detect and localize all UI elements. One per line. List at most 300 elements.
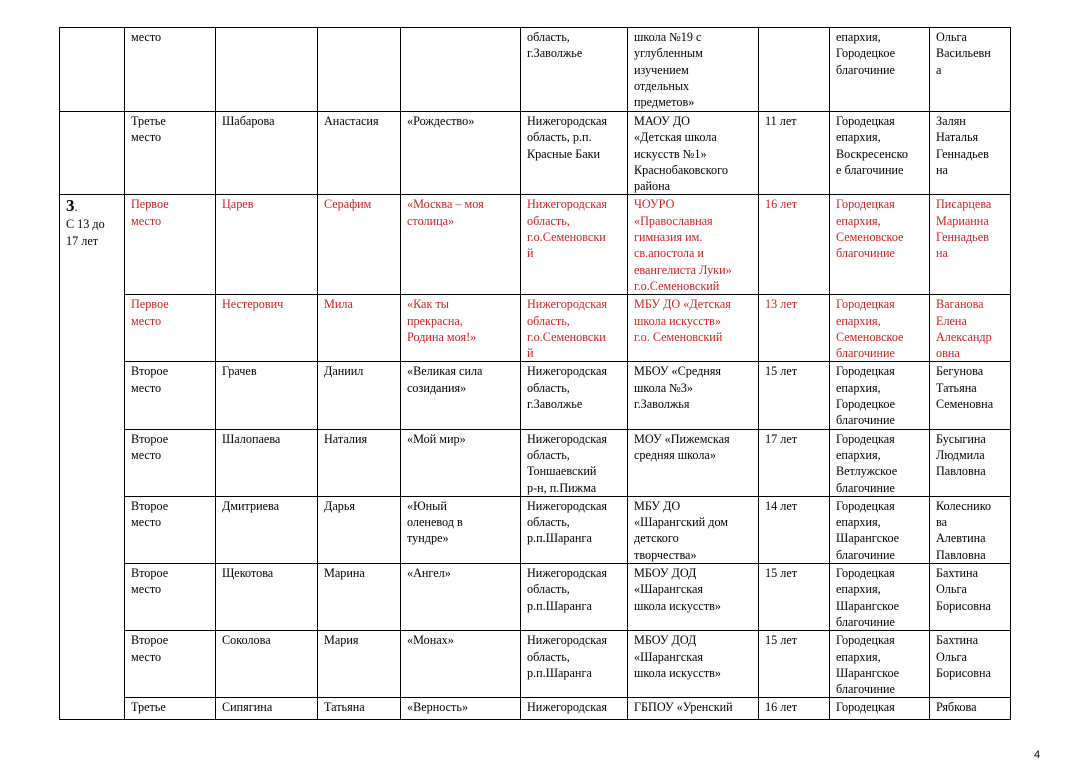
cell-name bbox=[318, 195, 401, 295]
cell-teacher bbox=[930, 429, 1011, 496]
cell-text-line: Ольга bbox=[936, 30, 967, 44]
cell-name bbox=[318, 295, 401, 362]
cell-text-line: на bbox=[936, 246, 948, 261]
cell-work-title bbox=[401, 28, 521, 112]
cell-region bbox=[521, 496, 628, 563]
cell-text-line: Мила bbox=[324, 297, 353, 312]
cell-text-line: Татьяна bbox=[936, 380, 977, 395]
cell-text-line: углубленным bbox=[634, 46, 703, 61]
cell-text-line: Ваганова bbox=[936, 297, 984, 312]
cell-diocese bbox=[830, 28, 930, 112]
cell-surname bbox=[216, 496, 318, 563]
cell-text-line: 15 лет bbox=[765, 633, 798, 648]
table-row bbox=[60, 295, 1011, 362]
cell-surname bbox=[216, 564, 318, 631]
cell-text-line: 15 лет bbox=[765, 364, 798, 379]
cell-text-line: столица» bbox=[407, 213, 455, 228]
cell-text-line: Шарангское bbox=[836, 598, 900, 613]
cell-text-line: Бахтина bbox=[936, 566, 978, 581]
cell-surname bbox=[216, 698, 318, 720]
cell-text-line: Марианна bbox=[936, 213, 989, 228]
cell-text-line: место bbox=[131, 213, 162, 228]
cell-age bbox=[759, 112, 830, 195]
cell-region bbox=[521, 564, 628, 631]
cell-diocese bbox=[830, 698, 930, 720]
cell-text-line: гимназия им. bbox=[634, 230, 703, 245]
cell-teacher bbox=[930, 28, 1011, 112]
cell-text-line: Бусыгина bbox=[936, 431, 986, 446]
cell-text-line: искусств №1» bbox=[634, 146, 707, 161]
cell-region bbox=[521, 295, 628, 362]
cell-text-line: епархия, bbox=[836, 130, 881, 145]
cell-text-line: Геннадьев bbox=[936, 230, 989, 245]
cell-institution bbox=[628, 362, 759, 429]
cell-institution bbox=[628, 631, 759, 698]
cell-text-line: «Шарангский дом bbox=[634, 515, 729, 530]
cell-text-line: р.п.Шаранга bbox=[527, 531, 592, 546]
cell-institution bbox=[628, 112, 759, 195]
age-group-dot: . bbox=[74, 200, 78, 215]
cell-text-line: Людмила bbox=[936, 447, 985, 462]
cell-text-line: Васильевн bbox=[936, 46, 991, 61]
cell-age bbox=[759, 295, 830, 362]
cell-text-line: Нижегородская bbox=[527, 431, 607, 446]
cell-text-line: р-н, п.Пижма bbox=[527, 480, 597, 495]
cell-place bbox=[125, 112, 216, 195]
cell-text-line: МАОУ ДО bbox=[634, 114, 690, 128]
cell-text-line: предметов» bbox=[634, 95, 695, 110]
cell-text-line: «Мой мир» bbox=[407, 431, 466, 446]
cell-diocese bbox=[830, 496, 930, 563]
cell-text-line: благочиние bbox=[836, 246, 895, 261]
cell-region bbox=[521, 698, 628, 720]
cell-text-line: св.апостола и bbox=[634, 246, 704, 261]
cell-text-line: Сипягина bbox=[222, 700, 273, 715]
cell-text-line: ГБПОУ «Уренский bbox=[634, 700, 733, 715]
cell-text-line: Павловна bbox=[936, 464, 986, 479]
cell-text-line: область, р.п. bbox=[527, 130, 592, 145]
cell-text-line: благочиние bbox=[836, 413, 895, 428]
cell-text-line: Геннадьев bbox=[936, 146, 989, 161]
cell-text-line: детского bbox=[634, 531, 679, 546]
cell-text-line: МБУ ДО bbox=[634, 498, 681, 513]
cell-text-line: 16 лет bbox=[765, 197, 798, 212]
cell-text-line: ва bbox=[936, 515, 948, 530]
cell-text-line: Городецкая bbox=[836, 566, 895, 581]
cell-age bbox=[759, 195, 830, 295]
table-row bbox=[60, 362, 1011, 429]
cell-text-line: Дмитриева bbox=[222, 498, 280, 513]
cell-work-title bbox=[401, 195, 521, 295]
cell-place bbox=[125, 631, 216, 698]
cell-text-line: Воскресенско bbox=[836, 146, 908, 161]
cell-teacher bbox=[930, 295, 1011, 362]
cell-text-line: Нижегородская bbox=[527, 364, 607, 379]
cell-text-line: место bbox=[131, 380, 162, 395]
cell-text-line: епархия, bbox=[836, 213, 881, 228]
cell-place bbox=[125, 362, 216, 429]
cell-text-line: Городецкая bbox=[836, 114, 895, 128]
cell-text-line: изучением bbox=[634, 62, 689, 77]
cell-age-group bbox=[60, 112, 125, 195]
cell-age bbox=[759, 429, 830, 496]
cell-text-line: область, bbox=[527, 447, 570, 462]
cell-place bbox=[125, 698, 216, 720]
cell-text-line: место bbox=[131, 582, 162, 597]
cell-text-line: й bbox=[527, 346, 534, 361]
cell-text-line: Городецкая bbox=[836, 431, 895, 446]
cell-institution bbox=[628, 698, 759, 720]
cell-region bbox=[521, 195, 628, 295]
cell-text-line: Нижегородская bbox=[527, 700, 607, 715]
cell-diocese bbox=[830, 429, 930, 496]
table-row bbox=[60, 698, 1011, 720]
cell-text-line: 14 лет bbox=[765, 498, 798, 513]
cell-text-line: а bbox=[936, 62, 942, 77]
cell-text-line: Борисовна bbox=[936, 665, 991, 680]
cell-text-line: Городецкая bbox=[836, 364, 895, 379]
cell-text-line: МБОУ «Средняя bbox=[634, 364, 722, 379]
cell-text-line: Тоншаевский bbox=[527, 464, 597, 479]
cell-text-line: Анастасия bbox=[324, 114, 379, 128]
cell-text-line: евангелиста Луки» bbox=[634, 262, 732, 277]
cell-text-line: епархия, bbox=[836, 515, 881, 530]
age-group-range-line: С 13 до bbox=[66, 217, 105, 232]
cell-text-line: 13 лет bbox=[765, 297, 798, 312]
table-body bbox=[60, 28, 1011, 720]
cell-institution bbox=[628, 195, 759, 295]
cell-text-line: МБОУ ДОД bbox=[634, 633, 697, 648]
cell-text-line: Нестерович bbox=[222, 297, 284, 312]
cell-text-line: Красные Баки bbox=[527, 146, 601, 161]
cell-text-line: Залян bbox=[936, 114, 966, 128]
cell-age bbox=[759, 631, 830, 698]
cell-text-line: Александр bbox=[936, 329, 992, 344]
cell-text-line: Елена bbox=[936, 313, 967, 328]
cell-work-title bbox=[401, 698, 521, 720]
cell-text-line: «Москва – моя bbox=[407, 197, 484, 212]
cell-text-line: района bbox=[634, 179, 671, 194]
cell-text-line: благочиние bbox=[836, 346, 895, 361]
cell-text-line: область, bbox=[527, 30, 570, 44]
cell-diocese bbox=[830, 564, 930, 631]
cell-text-line: МОУ «Пижемская bbox=[634, 431, 730, 446]
cell-institution bbox=[628, 295, 759, 362]
cell-surname bbox=[216, 631, 318, 698]
cell-text-line: Грачев bbox=[222, 364, 257, 379]
cell-text-line: епархия, bbox=[836, 447, 881, 462]
cell-text-line: Нижегородская bbox=[527, 498, 607, 513]
cell-work-title bbox=[401, 496, 521, 563]
cell-text-line: Щекотова bbox=[222, 566, 274, 581]
cell-text-line: МБОУ ДОД bbox=[634, 566, 697, 581]
cell-name bbox=[318, 362, 401, 429]
cell-text-line: Первое bbox=[131, 297, 169, 312]
cell-region bbox=[521, 362, 628, 429]
cell-text-line: отдельных bbox=[634, 78, 690, 93]
cell-name bbox=[318, 28, 401, 112]
cell-diocese bbox=[830, 195, 930, 295]
cell-text-line: область, bbox=[527, 313, 570, 328]
cell-text-line: благочиние bbox=[836, 614, 895, 629]
cell-age bbox=[759, 496, 830, 563]
cell-text-line: г.Заволжье bbox=[527, 397, 583, 412]
cell-teacher bbox=[930, 698, 1011, 720]
cell-text-line: «Ангел» bbox=[407, 566, 451, 581]
cell-text-line: место bbox=[131, 649, 162, 664]
cell-text-line: «Православная bbox=[634, 213, 713, 228]
cell-text-line: г.Заволжье bbox=[527, 46, 583, 61]
cell-text-line: школа искусств» bbox=[634, 665, 721, 680]
cell-text-line: Ольга bbox=[936, 582, 967, 597]
cell-text-line: Второе bbox=[131, 566, 169, 581]
cell-text-line: епархия, bbox=[836, 313, 881, 328]
cell-text-line: 15 лет bbox=[765, 566, 798, 581]
cell-work-title bbox=[401, 295, 521, 362]
cell-text-line: Шабарова bbox=[222, 114, 275, 128]
cell-text-line: г.о.Семеновский bbox=[634, 278, 720, 293]
cell-text-line: Семеновское bbox=[836, 230, 904, 245]
table-row bbox=[60, 429, 1011, 496]
age-group-number bbox=[66, 196, 121, 216]
cell-text-line: Городецкая bbox=[836, 498, 895, 513]
cell-teacher bbox=[930, 564, 1011, 631]
cell-text-line: епархия, bbox=[836, 649, 881, 664]
age-group-range-line: 17 лет bbox=[66, 233, 99, 248]
cell-text-line: Дарья bbox=[324, 498, 355, 513]
cell-teacher bbox=[930, 496, 1011, 563]
cell-work-title bbox=[401, 564, 521, 631]
cell-text-line: на bbox=[936, 162, 948, 177]
cell-text-line: е благочиние bbox=[836, 162, 904, 177]
cell-text-line: Царев bbox=[222, 197, 254, 212]
cell-text-line: Алевтина bbox=[936, 531, 986, 546]
cell-text-line: средняя школа» bbox=[634, 447, 716, 462]
cell-text-line: школа №3» bbox=[634, 380, 693, 395]
cell-text-line: Бахтина bbox=[936, 633, 978, 648]
cell-text-line: Шарангское bbox=[836, 531, 900, 546]
cell-text-line: «Монах» bbox=[407, 633, 454, 648]
cell-text-line: школа искусств» bbox=[634, 313, 721, 328]
cell-text-line: «Как ты bbox=[407, 297, 449, 312]
cell-surname bbox=[216, 195, 318, 295]
cell-text-line: 16 лет bbox=[765, 700, 798, 715]
cell-region bbox=[521, 429, 628, 496]
cell-teacher bbox=[930, 631, 1011, 698]
cell-age bbox=[759, 362, 830, 429]
table-row bbox=[60, 195, 1011, 295]
cell-text-line: Нижегородская bbox=[527, 297, 607, 312]
cell-text-line: творчества» bbox=[634, 547, 697, 562]
cell-text-line: Бегунова bbox=[936, 364, 984, 379]
cell-name bbox=[318, 698, 401, 720]
cell-text-line: р.п.Шаранга bbox=[527, 598, 592, 613]
cell-text-line: Краснобаковского bbox=[634, 162, 728, 177]
cell-text-line: Родина моя!» bbox=[407, 329, 477, 344]
cell-text-line: Шарангское bbox=[836, 665, 900, 680]
cell-age bbox=[759, 28, 830, 112]
table-row bbox=[60, 496, 1011, 563]
cell-text-line: Второе bbox=[131, 498, 169, 513]
cell-text-line: благочиние bbox=[836, 682, 895, 697]
cell-text-line: Городецкая bbox=[836, 700, 895, 715]
cell-text-line: область, bbox=[527, 515, 570, 530]
cell-place bbox=[125, 295, 216, 362]
cell-text-line: Нижегородская bbox=[527, 197, 607, 212]
cell-text-line: школа искусств» bbox=[634, 598, 721, 613]
cell-age-group bbox=[60, 195, 125, 720]
cell-text-line: р.п.Шаранга bbox=[527, 665, 592, 680]
cell-work-title bbox=[401, 112, 521, 195]
cell-name bbox=[318, 631, 401, 698]
cell-text-line: Нижегородская bbox=[527, 566, 607, 581]
cell-text-line: «Шарангская bbox=[634, 582, 703, 597]
cell-diocese bbox=[830, 295, 930, 362]
cell-text-line: епархия, bbox=[836, 582, 881, 597]
cell-text-line: «Юный bbox=[407, 498, 447, 513]
cell-text-line: Городецкая bbox=[836, 633, 895, 648]
cell-age bbox=[759, 698, 830, 720]
cell-region bbox=[521, 28, 628, 112]
age-group-digit: 3 bbox=[66, 196, 75, 216]
cell-place bbox=[125, 28, 216, 112]
cell-text-line: 11 лет bbox=[765, 114, 797, 128]
cell-name bbox=[318, 112, 401, 195]
cell-diocese bbox=[830, 631, 930, 698]
cell-surname bbox=[216, 362, 318, 429]
cell-surname bbox=[216, 112, 318, 195]
cell-text-line: благочиние bbox=[836, 62, 895, 77]
cell-surname bbox=[216, 295, 318, 362]
cell-text-line: Второе bbox=[131, 431, 169, 446]
cell-text-line: Семеновское bbox=[836, 329, 904, 344]
cell-institution bbox=[628, 496, 759, 563]
cell-work-title bbox=[401, 362, 521, 429]
cell-text-line: Борисовна bbox=[936, 598, 991, 613]
cell-name bbox=[318, 429, 401, 496]
cell-text-line: Нижегородская bbox=[527, 633, 607, 648]
cell-text-line: Третье bbox=[131, 700, 166, 715]
cell-place bbox=[125, 496, 216, 563]
cell-text-line: овна bbox=[936, 346, 960, 361]
cell-text-line: Ветлужское bbox=[836, 464, 898, 479]
cell-text-line: Шалопаева bbox=[222, 431, 281, 446]
cell-text-line: Колеснико bbox=[936, 498, 992, 513]
cell-text-line: г.о. Семеновский bbox=[634, 329, 723, 344]
cell-text-line: Второе bbox=[131, 364, 169, 379]
cell-text-line: ЧОУРО bbox=[634, 197, 675, 212]
cell-text-line: Третье bbox=[131, 114, 166, 128]
cell-text-line: Даниил bbox=[324, 364, 364, 379]
cell-text-line: Рябкова bbox=[936, 700, 977, 715]
cell-text-line: благочиние bbox=[836, 547, 895, 562]
cell-institution bbox=[628, 429, 759, 496]
table-row bbox=[60, 28, 1011, 112]
cell-text-line: место bbox=[131, 447, 162, 462]
cell-text-line: место bbox=[131, 30, 162, 44]
cell-text-line: Наталия bbox=[324, 431, 368, 446]
cell-text-line: Второе bbox=[131, 633, 169, 648]
cell-place bbox=[125, 564, 216, 631]
cell-age bbox=[759, 564, 830, 631]
cell-surname bbox=[216, 28, 318, 112]
table-row bbox=[60, 564, 1011, 631]
cell-text-line: г.Заволжья bbox=[634, 397, 690, 412]
cell-text-line: МБУ ДО «Детская bbox=[634, 297, 731, 312]
cell-place bbox=[125, 429, 216, 496]
cell-place bbox=[125, 195, 216, 295]
cell-region bbox=[521, 112, 628, 195]
cell-text-line: созидания» bbox=[407, 380, 467, 395]
cell-text-line: область, bbox=[527, 380, 570, 395]
cell-age-group bbox=[60, 28, 125, 112]
cell-name bbox=[318, 564, 401, 631]
cell-text-line: Соколова bbox=[222, 633, 271, 648]
cell-text-line: Первое bbox=[131, 197, 169, 212]
cell-text-line: место bbox=[131, 130, 162, 145]
cell-text-line: «Великая сила bbox=[407, 364, 483, 379]
cell-text-line: г.о.Семеновски bbox=[527, 329, 606, 344]
cell-text-line: тундре» bbox=[407, 531, 449, 546]
cell-text-line: Ольга bbox=[936, 649, 967, 664]
cell-text-line: «Рождество» bbox=[407, 114, 475, 128]
cell-text-line: Нижегородская bbox=[527, 114, 607, 128]
cell-text-line: 17 лет bbox=[765, 431, 798, 446]
cell-text-line: место bbox=[131, 515, 162, 530]
cell-region bbox=[521, 631, 628, 698]
cell-text-line: епархия, bbox=[836, 380, 881, 395]
cell-text-line: Городецкая bbox=[836, 297, 895, 312]
cell-text-line: Городецкое bbox=[836, 46, 895, 61]
table-row bbox=[60, 112, 1011, 195]
table-row bbox=[60, 631, 1011, 698]
cell-text-line: область, bbox=[527, 582, 570, 597]
cell-institution bbox=[628, 28, 759, 112]
cell-text-line: «Шарангская bbox=[634, 649, 703, 664]
cell-text-line: школа №19 с bbox=[634, 30, 702, 44]
cell-teacher bbox=[930, 112, 1011, 195]
cell-text-line: прекрасна, bbox=[407, 313, 463, 328]
cell-text-line: «Детская школа bbox=[634, 130, 717, 145]
cell-text-line: Марина bbox=[324, 566, 365, 581]
cell-text-line: благочиние bbox=[836, 480, 895, 495]
cell-text-line: Городецкое bbox=[836, 397, 895, 412]
cell-text-line: область, bbox=[527, 649, 570, 664]
cell-text-line: «Верность» bbox=[407, 700, 469, 715]
cell-text-line: Мария bbox=[324, 633, 359, 648]
cell-text-line: Семеновна bbox=[936, 397, 994, 412]
cell-text-line: й bbox=[527, 246, 534, 261]
cell-diocese bbox=[830, 112, 930, 195]
cell-text-line: Наталья bbox=[936, 130, 979, 145]
cell-work-title bbox=[401, 631, 521, 698]
cell-work-title bbox=[401, 429, 521, 496]
cell-text-line: Серафим bbox=[324, 197, 372, 212]
cell-text-line: Городецкая bbox=[836, 197, 895, 212]
results-table bbox=[59, 27, 1011, 720]
page-number: 4 bbox=[1034, 749, 1041, 761]
cell-text-line: Павловна bbox=[936, 547, 986, 562]
cell-diocese bbox=[830, 362, 930, 429]
cell-teacher bbox=[930, 362, 1011, 429]
cell-text-line: место bbox=[131, 313, 162, 328]
cell-surname bbox=[216, 429, 318, 496]
cell-institution bbox=[628, 564, 759, 631]
cell-name bbox=[318, 496, 401, 563]
cell-text-line: епархия, bbox=[836, 30, 881, 44]
cell-text-line: область, bbox=[527, 213, 570, 228]
cell-text-line: Татьяна bbox=[324, 700, 365, 715]
